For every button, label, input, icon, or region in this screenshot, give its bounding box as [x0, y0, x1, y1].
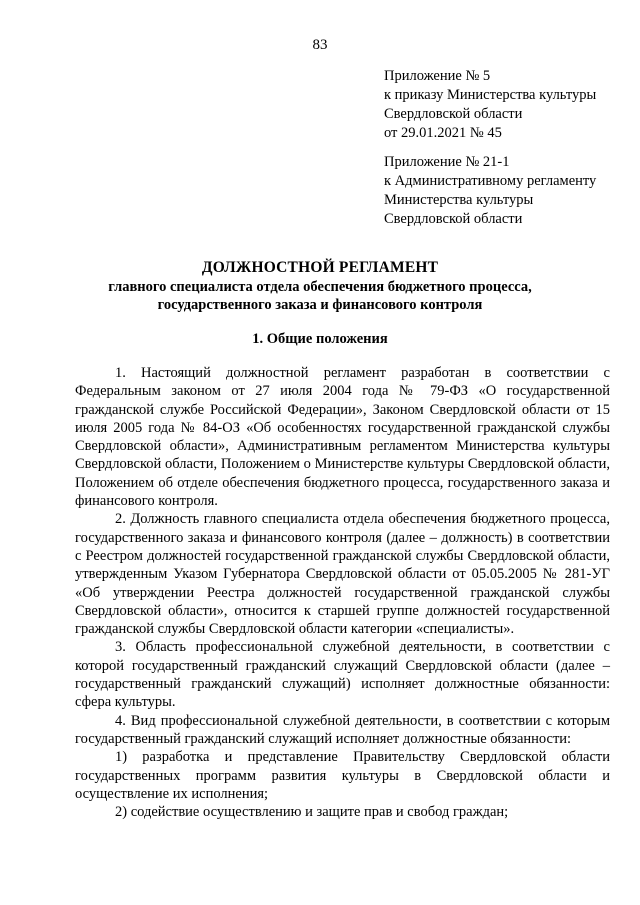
paragraph-4-item-1: 1) разработка и представление Правительству Свердловской области государственных программ развития культуры в Свердловской области и осуществление их исполнения;: [75, 749, 610, 802]
approval-line: от 29.01.2021 № 45: [384, 125, 502, 141]
document-subtitle: [60, 278, 580, 314]
approval-line: Министерства культуры: [384, 192, 534, 208]
subtitle-line: государственного заказа и финансового контроля: [157, 297, 483, 313]
paragraph-1: 1. Настоящий должностной регламент разработан в соответствии с Федеральным законом от 27 июля 2004 года № 79-ФЗ «О государственной гражданской службе Российской Федерации», Законом Свердловской области от 15 июля 2005 года № 84-ОЗ «Об особенностях государственной гражданской службы Свердловской области», Административным регламентом Министерства культуры Свердловской области, Положением о Министерстве культуры Свердловской области, Положением об отделе обеспечения бюджетного процесса, государственного заказа и финансового контроля.: [75, 365, 610, 510]
document-body: [75, 364, 610, 821]
paragraph-3: 3. Область профессиональной служебной деятельности, в соответствии с которой государственный гражданский служащий Свердловской области (далее – государственный гражданский служащий) исполняет должностные обязанности: сфера культуры.: [75, 639, 610, 711]
paragraph-4: 4. Вид профессиональной служебной деятельности, в соответствии с которым государственный гражданский служащий исполняет должностные обязанности:: [75, 712, 610, 747]
approval-line: Приложение № 5: [384, 68, 491, 84]
approval-line: Приложение № 21-1: [384, 154, 510, 170]
approval-line: Свердловской области: [384, 211, 523, 227]
approval-line: к Административному регламенту: [384, 173, 597, 189]
paragraph-2: 2. Должность главного специалиста отдела обеспечения бюджетного процесса, государственного заказа и финансового контроля (далее – должность) в соответствии с Реестром должностей государственной гражданской службы Свердловской области, утвержденным Указом Губернатора Свердловской области от 05.05.2005 № 281-УГ «Об утверждении Реестра должностей государственной гражданской службы Свердловской области», относится к старшей группе должностей государственной гражданской службы Свердловской области категории «специалисты».: [75, 511, 610, 638]
document-title: ДОЛЖНОСТНОЙ РЕГЛАМЕНТ: [201, 259, 439, 276]
subtitle-line: главного специалиста отдела обеспечения бюджетного процесса,: [108, 279, 532, 295]
paragraph-4-item-2: 2) содействие осуществлению и защите прав и свобод граждан;: [115, 804, 509, 821]
approval-line: Свердловской области: [384, 106, 523, 122]
section-heading: 1. Общие положения: [252, 331, 388, 347]
approval-block-regulation: [384, 153, 624, 229]
page-number: 83: [312, 37, 328, 53]
approval-line: к приказу Министерства культуры: [384, 87, 597, 103]
approval-block-order: [384, 67, 624, 143]
